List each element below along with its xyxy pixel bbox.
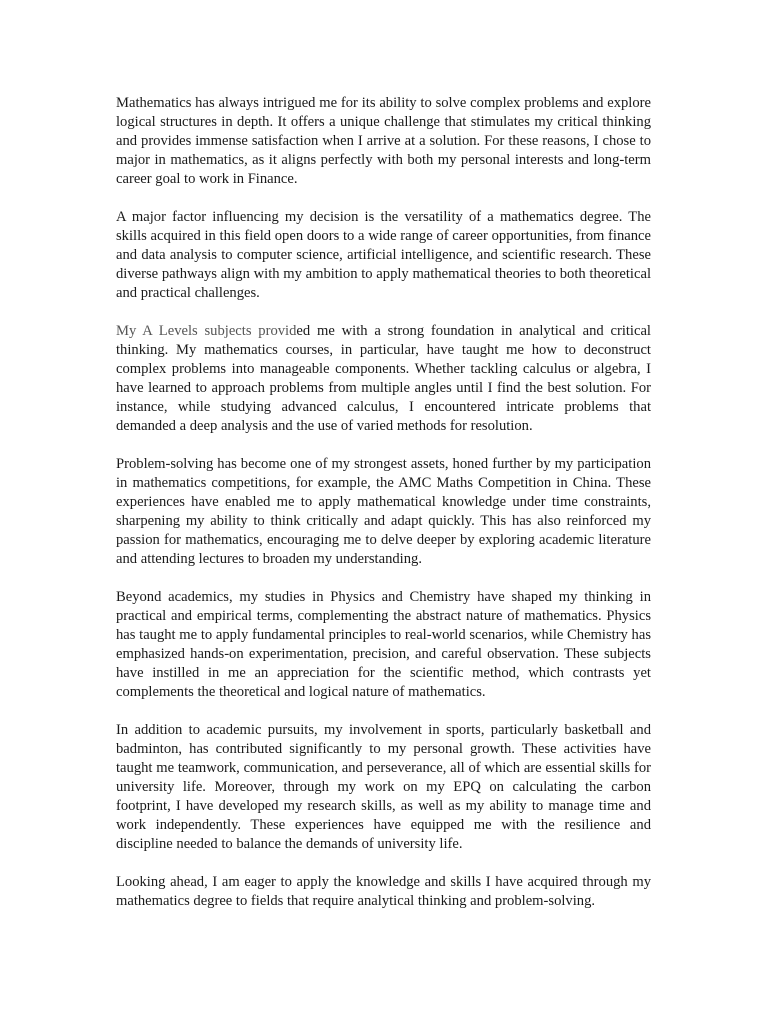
paragraph-a-levels-highlighted-start: My A Levels subjects provid	[116, 323, 297, 339]
paragraph-versatility: A major factor influencing my decision is the versatility of a mathematics degree. The skills acquired in this field open doors to a wide range of career opportunities, from finance and data analysis to computer science, artificial intelligence, and scientific research. These diverse pathways align with my ambition to apply mathematical theories to both theoretical and practical challenges.	[116, 209, 651, 301]
document-page	[116, 94, 651, 930]
paragraph-problem-solving: Problem-solving has become one of my strongest assets, honed further by my participation in mathematics competitions, for example, the AMC Maths Competition in China. These experiences have enabled me to apply mathematical knowledge under time constraints, sharpening my ability to think critically and adapt quickly. This has also reinforced my passion for mathematics, encouraging me to delve deeper by exploring academic literature and attending lectures to broaden my understanding.	[116, 456, 651, 567]
paragraph-a-levels-rest: ed me with a strong foundation in analytical and critical thinking. My mathematics courses, in particular, have taught me how to deconstruct complex problems into manageable components. Whether tackling calculus or algebra, I have learned to approach problems from multiple angles until I find the best solution. For instance, while studying advanced calculus, I encountered intricate problems that demanded a deep analysis and the use of varied methods for resolution.	[116, 323, 651, 434]
paragraph-motivation: Mathematics has always intrigued me for its ability to solve complex problems and explore logical structures in depth. It offers a unique challenge that stimulates my critical thinking and provides immense satisfaction when I arrive at a solution. For these reasons, I chose to major in mathematics, as it aligns perfectly with both my personal interests and long-term career goal to work in Finance.	[116, 95, 651, 187]
paragraph-looking-ahead: Looking ahead, I am eager to apply the knowledge and skills I have acquired through my mathematics degree to fields that require analytical thinking and problem-solving.	[116, 874, 651, 909]
paragraph-extracurricular: In addition to academic pursuits, my involvement in sports, particularly basketball and badminton, has contributed significantly to my personal growth. These activities have taught me teamwork, communication, and perseverance, all of which are essential skills for university life. Moreover, through my work on my EPQ on calculating the carbon footprint, I have developed my research skills, as well as my ability to manage time and work independently. These experiences have equipped me with the resilience and discipline needed to balance the demands of university life.	[116, 722, 651, 852]
paragraph-physics-chemistry: Beyond academics, my studies in Physics and Chemistry have shaped my thinking in practical and empirical terms, complementing the abstract nature of mathematics. Physics has taught me to apply fundamental principles to real-world scenarios, while Chemistry has emphasized hands-on experimentation, precision, and careful observation. These subjects have instilled in me an appreciation for the scientific method, which contrasts yet complements the theoretical and logical nature of mathematics.	[116, 589, 651, 700]
paragraph-a-levels	[116, 322, 651, 436]
